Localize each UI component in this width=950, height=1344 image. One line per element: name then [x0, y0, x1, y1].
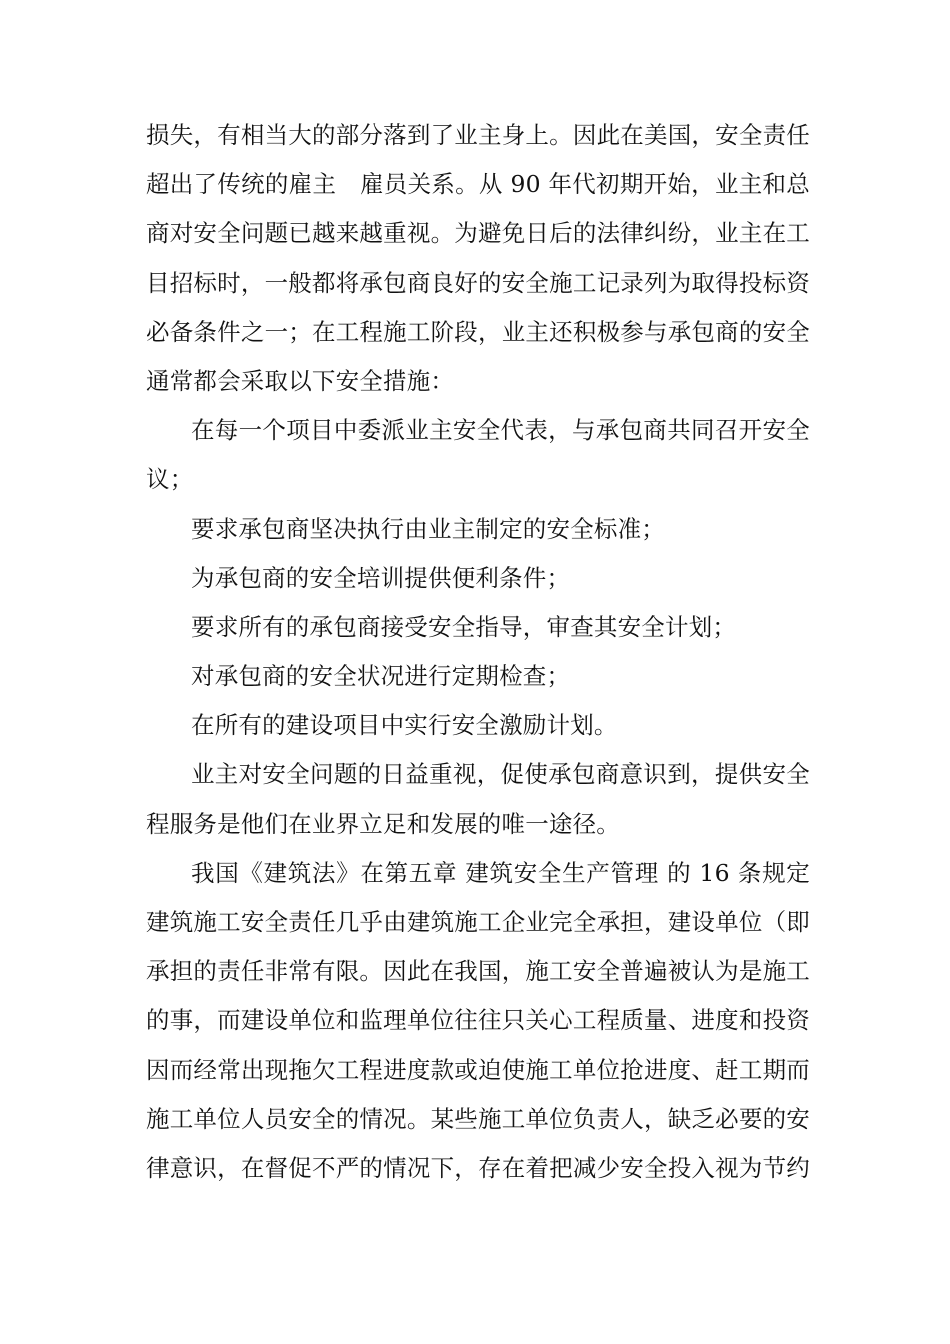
text-line: 为承包商的安全培训提供便利条件；	[191, 563, 571, 592]
text-line: 超出了传统的雇主 雇员关系。从 90 年代初期开始，业主和总	[146, 170, 810, 199]
body-text	[146, 111, 810, 1193]
text-line: 程服务是他们在业界立足和发展的唯一途径。	[146, 809, 620, 838]
text-line: 承担的责任非常有限。因此在我国，施工安全普遍被认为是施工	[146, 957, 810, 986]
text-line: 目招标时，一般都将承包商良好的安全施工记录列为取得投标资	[146, 268, 810, 297]
text-line: 业主对安全问题的日益重视，促使承包商意识到，提供安全	[191, 760, 810, 789]
text-line: 通常都会采取以下安全措施：	[146, 366, 455, 395]
text-line: 在每一个项目中委派业主安全代表，与承包商共同召开安全	[191, 416, 810, 445]
text-line: 对承包商的安全状况进行定期检查；	[191, 662, 571, 691]
text-line: 商对安全问题已越来越重视。为避免日后的法律纠纷，业主在工	[146, 219, 810, 248]
text-line: 因而经常出现拖欠工程进度款或迫使施工单位抢进度、赶工期而	[146, 1055, 810, 1084]
text-line: 施工单位人员安全的情况。某些施工单位负责人，缺乏必要的安	[146, 1104, 810, 1133]
text-line: 要求所有的承包商接受安全指导，审查其安全计划；	[191, 612, 737, 641]
text-line: 议；	[146, 465, 194, 494]
text-line: 在所有的建设项目中实行安全激励计划。	[191, 711, 618, 740]
text-line: 建筑施工安全责任几乎由建筑施工企业完全承担，建设单位（即	[146, 908, 810, 936]
text-line: 律意识，在督促不严的情况下，存在着把减少安全投入视为节约	[146, 1153, 810, 1182]
text-line: 必备条件之一；在工程施工阶段，业主还积极参与承包商的安全	[146, 317, 810, 346]
text-line: 的事，而建设单位和监理单位往往只关心工程质量、进度和投资	[146, 1006, 810, 1035]
text-line: 我国《建筑法》在第五章 建筑安全生产管理 的 16 条规定	[191, 858, 810, 887]
text-line: 要求承包商坚决执行由业主制定的安全标准；	[191, 514, 665, 543]
text-line: 损失，有相当大的部分落到了业主身上。因此在美国，安全责任	[146, 121, 810, 149]
